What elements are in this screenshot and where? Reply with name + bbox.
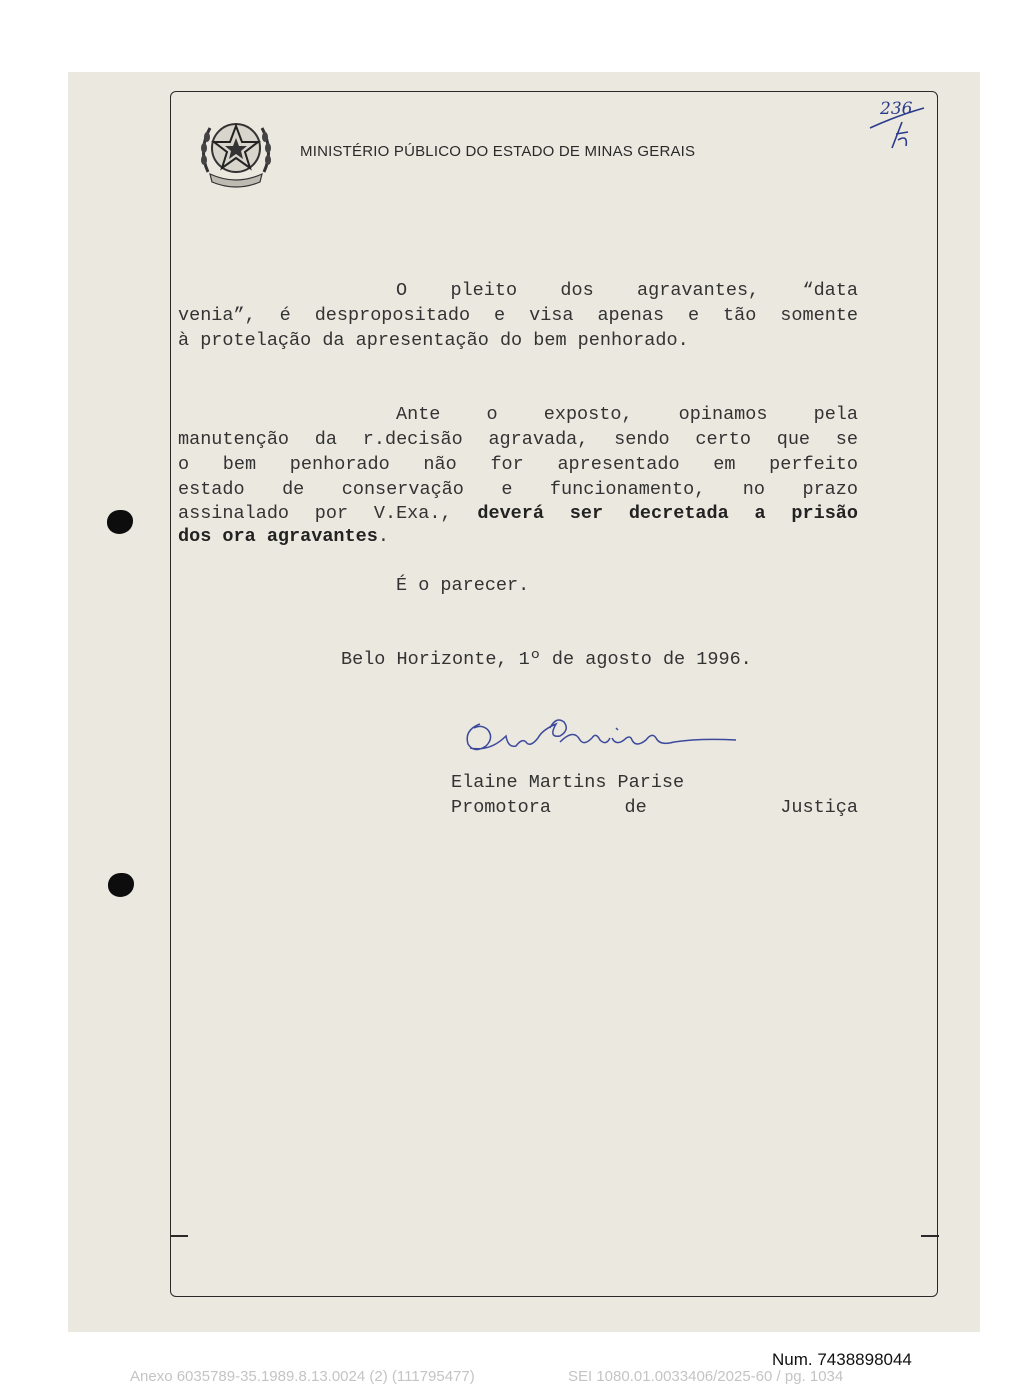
- border-tick-right: [921, 1235, 939, 1237]
- folio-number: 236: [880, 99, 913, 119]
- coat-of-arms-icon: [196, 112, 276, 190]
- line-6-bold-text: dos ora agravantes: [178, 526, 378, 547]
- institution-header: MINISTÉRIO PÚBLICO DO ESTADO DE MINAS GERAIS: [300, 143, 696, 160]
- document-number: Num. 7438898044: [772, 1350, 912, 1369]
- border-tick-left: [170, 1235, 188, 1237]
- line-5-plain-text: assinalado por V.Exa.,: [178, 503, 478, 524]
- signer-name: Elaine Martins Parise: [451, 772, 685, 793]
- paragraph-2-line-3: o bem penhorado não for apresentado em perfeito: [178, 454, 858, 475]
- line-5-bold-text: deverá ser decretada a prisão: [477, 503, 858, 524]
- paragraph-1-line-3: à protelação da apresentação do bem penhorado.: [178, 330, 689, 351]
- line-6-plain-text: .: [377, 526, 389, 547]
- closing-statement: É o parecer.: [396, 575, 530, 596]
- footer-sei-reference: SEI 1080.01.0033406/2025-60 / pg. 1034: [568, 1368, 844, 1385]
- signer-title-word-2: de: [624, 797, 647, 818]
- paragraph-2-line-5: [178, 501, 858, 526]
- signer-title-word-1: Promotora: [451, 797, 551, 818]
- paragraph-2-line-2: manutenção da r.decisão agravada, sendo certo que se: [178, 429, 858, 450]
- signer-title: [451, 797, 858, 818]
- paragraph-2-line-6: [178, 524, 858, 549]
- footer-annex-reference: Anexo 6035789-35.1989.8.13.0024 (2) (111795477): [130, 1368, 475, 1385]
- signer-title-word-3: Justiça: [780, 797, 858, 818]
- paragraph-2-line-4: estado de conservação e funcionamento, no prazo: [178, 479, 858, 500]
- paragraph-2-line-1: Ante o exposto, opinamos pela: [396, 404, 858, 425]
- handwritten-signature: [460, 708, 740, 758]
- paragraph-1-line-1: O pleito dos agravantes, “data: [396, 280, 858, 301]
- folio-number-mark: [868, 94, 930, 154]
- place-and-date: Belo Horizonte, 1º de agosto de 1996.: [341, 649, 752, 670]
- paragraph-1-line-2: venia”, é despropositado e visa apenas e tão somente: [178, 305, 858, 326]
- page-border: [170, 91, 938, 1297]
